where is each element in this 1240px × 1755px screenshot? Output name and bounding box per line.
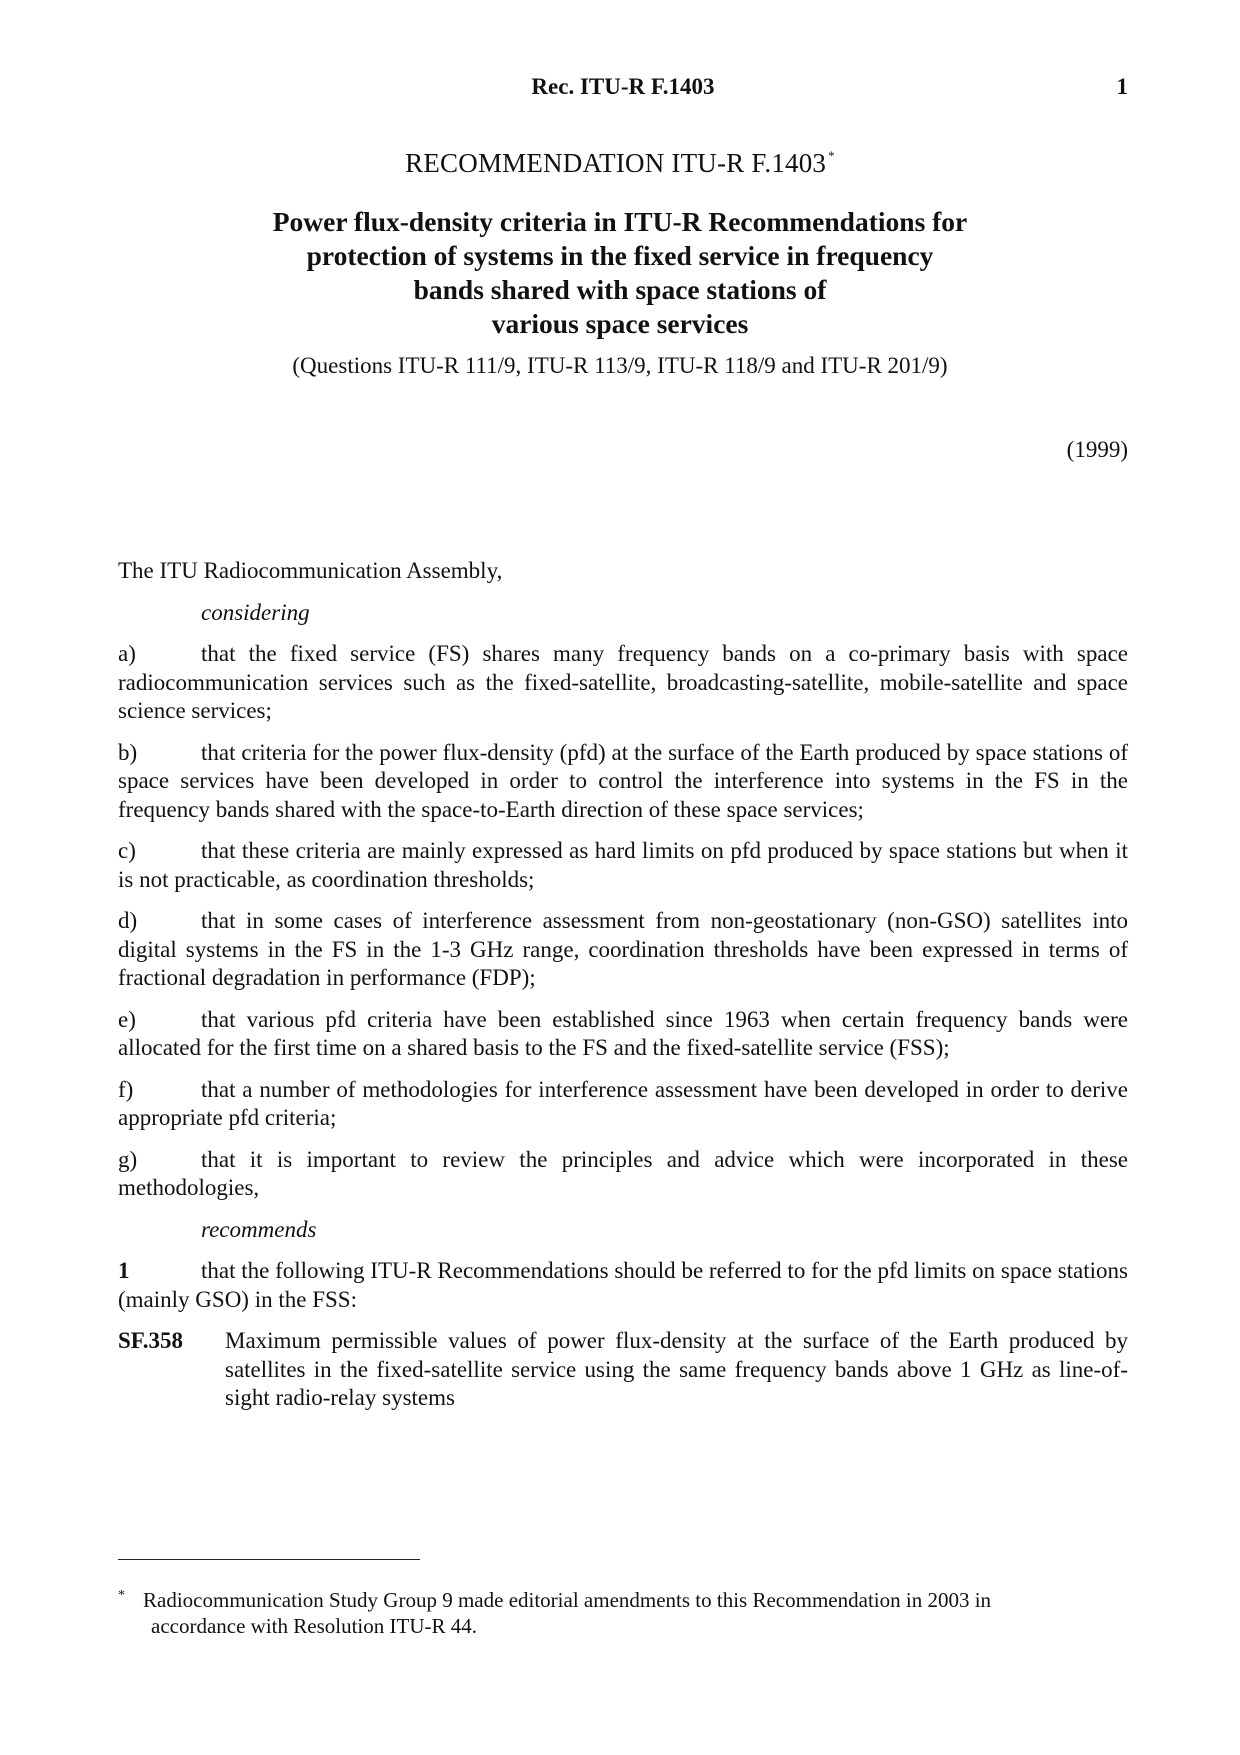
questions-reference: (Questions ITU-R 111/9, ITU-R 113/9, ITU-R 118/9 and ITU-R 201/9) (292, 353, 948, 378)
footnote-line: Radiocommunication Study Group 9 made editorial amendments to this Recommendation in 2003 in (143, 1588, 992, 1612)
footnote-line: accordance with Resolution ITU-R 44. (151, 1614, 477, 1638)
title-line: protection of systems in the fixed service in frequency (306, 240, 934, 271)
footnote-divider (118, 1559, 420, 1560)
considering-item (118, 907, 1128, 993)
item-label: 1 (118, 1258, 130, 1283)
footnote-reference[interactable]: * (828, 148, 835, 163)
considering-item (118, 640, 1128, 726)
footnote (118, 1587, 1128, 1639)
document-title (200, 205, 1040, 341)
item-label: d) (118, 908, 138, 933)
approval-year: (1999) (1066, 437, 1128, 462)
item-text: that the fixed service (FS) shares many frequency bands on a co-primary basis with space radiocommunication services such as the fixed-satellite, broadcasting-satellite, mobile-satellite and space science services; (118, 641, 1128, 723)
item-text: that a number of methodologies for interference assessment have been developed in order to derive appropriate pfd criteria; (118, 1076, 1128, 1130)
considering-item (118, 1146, 1128, 1203)
footnote-marker: * (118, 1588, 125, 1603)
recommendation-code: SF.358 (118, 1328, 183, 1353)
assembly-intro: The ITU Radiocommunication Assembly, (118, 558, 503, 583)
item-label: c) (118, 838, 136, 863)
title-line: Power flux-density criteria in ITU-R Recommendations for (272, 206, 968, 237)
title-line: bands shared with space stations of (413, 274, 827, 305)
considering-item (118, 739, 1128, 825)
item-text: that the following ITU-R Recommendations should be referred to for the pfd limits on space stations (mainly GSO) in the FSS: (118, 1258, 1128, 1312)
item-label: g) (118, 1146, 138, 1172)
considering-item (118, 1006, 1128, 1063)
considering-item (118, 1076, 1128, 1133)
recommends-item (118, 1257, 1128, 1314)
item-text: that criteria for the power flux-density (pfd) at the surface of the Earth produced by space stations of space services have been developed in order to control the interference into systems in the FS in the frequency bands shared with the space-to-Earth direction of these space services; (118, 739, 1128, 822)
recommends-heading: recommends (201, 1216, 317, 1242)
recommendation-description: Maximum permissible values of power flux-density at the surface of the Earth produced by satellites in the fixed-satellite service using the same frequency bands above 1 GHz as line-of-sight radio-relay systems (225, 1328, 1128, 1410)
item-text: that these criteria are mainly expressed as hard limits on pfd produced by space stations but when it is not practicable, as coordination thresholds; (118, 838, 1128, 892)
item-label: f) (118, 1076, 134, 1102)
recommendation-number (0, 148, 1240, 179)
title-line: various space services (491, 308, 749, 339)
recommendation-number-text: RECOMMENDATION ITU-R F.1403 (405, 148, 827, 178)
item-label: e) (118, 1006, 136, 1032)
item-text: that various pfd criteria have been established since 1963 when certain frequency bands were allocated for the first time on a shared basis to the FS and the fixed-satellite service (FSS); (118, 1006, 1128, 1060)
item-label: a) (118, 641, 136, 666)
considering-heading: considering (201, 599, 310, 625)
running-header (118, 74, 1128, 104)
item-text: that it is important to review the principles and advice which were incorporated in these methodologies, (118, 1146, 1128, 1200)
document-body (118, 557, 1128, 1426)
referenced-recommendation (118, 1327, 1128, 1413)
considering-item (118, 837, 1128, 894)
item-label: b) (118, 739, 138, 765)
running-title: Rec. ITU-R F.1403 (531, 74, 715, 99)
footnote-text (143, 1587, 1128, 1639)
item-text: that in some cases of interference assessment from non-geostationary (non-GSO) satellites into digital systems in the FS in the 1-3 GHz range, coordination thresholds have been expressed in terms of fractional degradation in performance (FDP); (118, 908, 1128, 990)
page-number: 1 (1116, 74, 1128, 99)
